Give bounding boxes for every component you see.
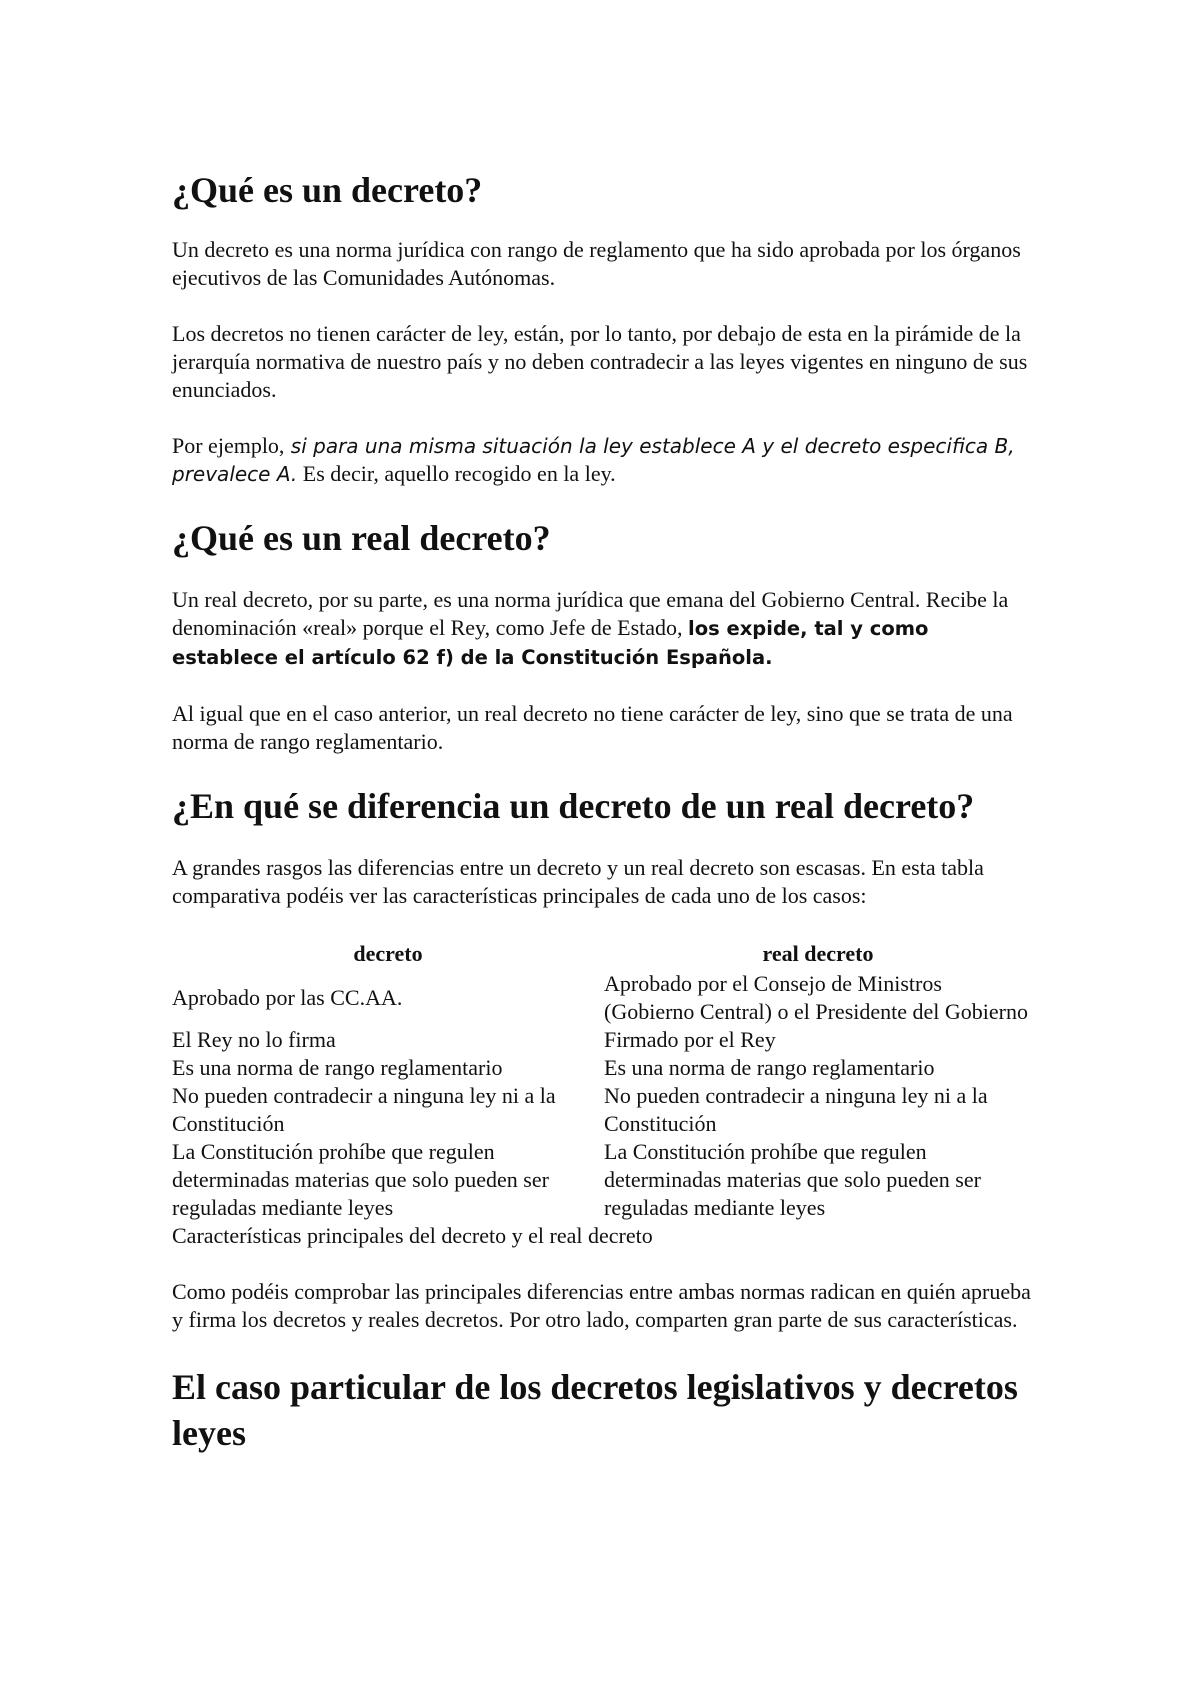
table-cell: La Constitución prohíbe que regulen determinadas materias que solo pueden ser reguladas mediante leyes <box>172 1139 549 1220</box>
real-decreto-bold: los expide, tal y como establece el artículo 62 f) de la Constitución Española. <box>172 617 929 669</box>
document-content <box>172 170 1032 1456</box>
table-caption: Características principales del decreto y el real decreto <box>172 1223 653 1248</box>
table-row <box>172 1026 1032 1054</box>
paragraph-decreto-ejemplo <box>172 432 1032 488</box>
table-cell: La Constitución prohíbe que regulen determinadas materias que solo pueden ser reguladas mediante leyes <box>604 1139 981 1220</box>
paragraph-conclusion: Como podéis comprobar las principales diferencias entre ambas normas radican en quién aprueba y firma los decretos y reales decretos. Por otro lado, comparten gran parte de sus características. <box>172 1279 1031 1332</box>
ejemplo-end: Es decir, aquello recogido en la ley. <box>297 461 616 486</box>
paragraph-real-decreto-rango: Al igual que en el caso anterior, un real decreto no tiene carácter de ley, sino que se trata de una norma de rango reglamentario. <box>172 701 1013 754</box>
heading-que-es-real-decreto: ¿Qué es un real decreto? <box>172 518 551 558</box>
table-header-real-decreto: real decreto <box>762 941 874 966</box>
paragraph-diferencia-intro: A grandes rasgos las diferencias entre un decreto y un real decreto son escasas. En esta tabla comparativa podéis ver las características principales de cada uno de los casos: <box>172 855 984 908</box>
paragraph-decreto-jerarquia: Los decretos no tienen carácter de ley, están, por lo tanto, por debajo de esta en la pirámide de la jerarquía normativa de nuestro país y no deben contradecir a las leyes vigentes en ninguno de sus enunciados. <box>172 321 1028 402</box>
table-cell: No pueden contradecir a ninguna ley ni a la Constitución <box>604 1083 988 1136</box>
table-cell: Aprobado por el Consejo de Ministros (Gobierno Central) o el Presidente del Gobierno <box>604 971 1028 1024</box>
paragraph-decreto-definition: Un decreto es una norma jurídica con rango de reglamento que ha sido aprobada por los órganos ejecutivos de las Comunidades Autónomas. <box>172 237 1021 290</box>
heading-que-es-decreto: ¿Qué es un decreto? <box>172 170 483 210</box>
table-cell: Es una norma de rango reglamentario <box>172 1055 503 1080</box>
table-row <box>172 970 1032 1026</box>
table-row <box>172 1054 1032 1082</box>
table-row <box>172 1082 1032 1138</box>
real-decreto-text: Un real decreto, por su parte, es una norma jurídica que emana del Gobierno Central. Recibe la denominación «real» porque el Rey, como Jefe de Estado, <box>172 587 1009 640</box>
table-cell: El Rey no lo firma <box>172 1027 336 1052</box>
paragraph-real-decreto-definition <box>172 586 1032 672</box>
table-row <box>172 1138 1032 1222</box>
table-header-row <box>172 938 1032 970</box>
comparison-table <box>172 938 1032 1222</box>
ejemplo-start: Por ejemplo, <box>172 433 285 458</box>
table-cell: No pueden contradecir a ninguna ley ni a la Constitución <box>172 1083 556 1136</box>
table-cell: Firmado por el Rey <box>604 1027 776 1052</box>
table-header-decreto: decreto <box>353 941 423 966</box>
heading-decretos-legislativos: El caso particular de los decretos legislativos y decretos leyes <box>172 1367 1018 1453</box>
table-cell: Aprobado por las CC.AA. <box>172 985 403 1010</box>
ejemplo-italic: si para una misma situación la ley establece A y el decreto especifica B, prevalece A. <box>172 434 1015 486</box>
heading-diferencia: ¿En qué se diferencia un decreto de un real decreto? <box>172 786 975 826</box>
table-cell: Es una norma de rango reglamentario <box>604 1055 935 1080</box>
